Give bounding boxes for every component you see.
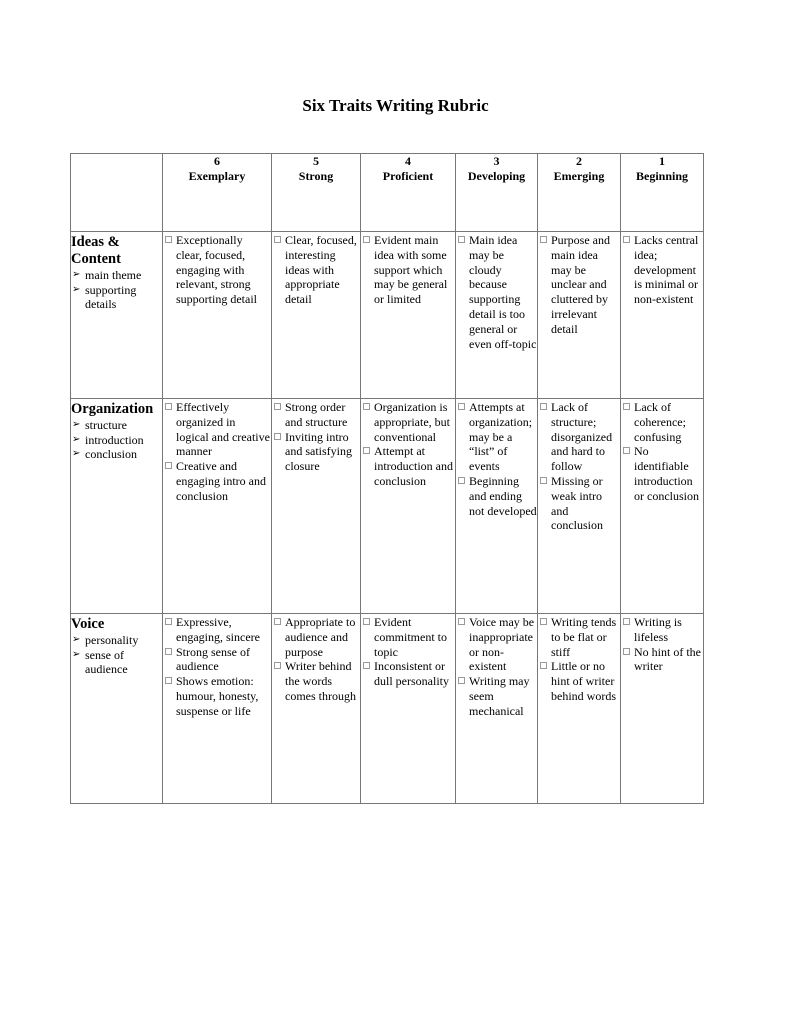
checkbox-icon xyxy=(165,618,172,625)
criteria-item: Writing is lifeless xyxy=(621,615,703,645)
level-number: 6 xyxy=(214,154,220,168)
trait-row-voice xyxy=(71,614,704,804)
rubric-table xyxy=(70,153,704,804)
checkbox-icon xyxy=(458,618,465,625)
criteria-item: Strong order and structure xyxy=(272,400,360,430)
criteria-item: Writing tends to be flat or stiff xyxy=(538,615,620,659)
checkbox-icon xyxy=(623,447,630,454)
criteria-cell xyxy=(361,399,456,614)
criteria-item: Voice may be inappropriate or non-existent xyxy=(456,615,537,674)
criteria-cell xyxy=(538,614,621,804)
criteria-item: Attempts at organization; may be a “list” of events xyxy=(456,400,537,474)
trait-cell xyxy=(71,614,163,804)
checkbox-icon xyxy=(363,236,370,243)
trait-name: Voice xyxy=(71,616,105,632)
criteria-item: Missing or weak intro and conclusion xyxy=(538,474,620,533)
level-number: 2 xyxy=(576,154,582,168)
checkbox-icon xyxy=(458,403,465,410)
checkbox-icon xyxy=(623,236,630,243)
trait-row-ideas xyxy=(71,232,704,399)
checkbox-icon xyxy=(165,236,172,243)
checkbox-icon xyxy=(274,618,281,625)
criteria-item: Organization is appropriate, but conventional xyxy=(361,400,455,444)
criteria-item: Exceptionally clear, focused, engaging with relevant, strong supporting detail xyxy=(163,233,271,307)
criteria-cell xyxy=(163,614,272,804)
criteria-item: Lack of coherence; confusing xyxy=(621,400,703,444)
criteria-item: Lacks central idea; development is minimal or non-existent xyxy=(621,233,703,307)
checkbox-icon xyxy=(165,648,172,655)
trait-sub-item: ➢ main theme xyxy=(72,268,142,282)
level-name: Beginning xyxy=(635,168,689,183)
criteria-item: Strong sense of audience xyxy=(163,645,271,675)
criteria-cell xyxy=(361,232,456,399)
criteria-cell xyxy=(272,399,361,614)
document-title: Six Traits Writing Rubric xyxy=(302,96,489,115)
criteria-item: Inconsistent or dull personality xyxy=(361,659,455,689)
level-number: 3 xyxy=(493,154,500,168)
level-name: Strong xyxy=(298,168,334,183)
checkbox-icon xyxy=(363,403,370,410)
criteria-cell xyxy=(163,399,272,614)
criteria-cell xyxy=(272,614,361,804)
criteria-item: Effectively organized in logical and creative manner xyxy=(163,400,271,459)
trait-name: Ideas & Content xyxy=(71,234,121,267)
checkbox-icon xyxy=(623,618,630,625)
level-number: 5 xyxy=(313,154,319,168)
criteria-cell xyxy=(456,232,538,399)
level-name: Emerging xyxy=(553,168,605,183)
arrow-bullet-icon: ➢ xyxy=(72,269,81,280)
criteria-cell xyxy=(621,232,704,399)
checkbox-icon xyxy=(540,477,547,484)
arrow-bullet-icon: ➢ xyxy=(72,648,81,660)
level-header xyxy=(272,154,361,232)
criteria-item: Lack of structure; disorganized and hard to follow xyxy=(538,400,620,474)
criteria-item: Attempt at introduction and conclusion xyxy=(361,444,455,488)
criteria-cell xyxy=(538,399,621,614)
criteria-item: No hint of the writer xyxy=(621,645,703,675)
trait-cell xyxy=(71,232,163,399)
level-header xyxy=(163,154,272,232)
checkbox-icon xyxy=(540,662,547,669)
criteria-item: Beginning and ending not developed xyxy=(456,474,537,518)
criteria-cell xyxy=(456,614,538,804)
checkbox-icon xyxy=(274,662,281,669)
checkbox-icon xyxy=(165,462,172,469)
checkbox-icon xyxy=(623,648,630,655)
trait-cell xyxy=(71,399,163,614)
criteria-cell xyxy=(456,399,538,614)
checkbox-icon xyxy=(540,403,547,410)
arrow-bullet-icon: ➢ xyxy=(72,433,81,445)
criteria-item: Purpose and main idea may be unclear and cluttered by irrelevant detail xyxy=(538,233,620,337)
checkbox-icon xyxy=(363,662,370,669)
level-header xyxy=(361,154,456,232)
checkbox-icon xyxy=(274,236,281,243)
trait-sub-item: ➢ conclusion xyxy=(72,447,137,461)
criteria-item: Shows emotion: humour, honesty, suspense or life xyxy=(163,674,271,718)
criteria-cell xyxy=(272,232,361,399)
checkbox-icon xyxy=(274,403,281,410)
level-number: 4 xyxy=(405,154,411,168)
checkbox-icon xyxy=(540,236,547,243)
criteria-cell xyxy=(361,614,456,804)
checkbox-icon xyxy=(623,403,630,410)
checkbox-icon xyxy=(363,447,370,454)
trait-sub-item: ➢ personality xyxy=(72,633,139,647)
criteria-item: Expressive, engaging, sincere xyxy=(163,615,271,645)
criteria-item: No identifiable introduction or conclusion xyxy=(621,444,703,503)
level-name: Developing xyxy=(467,168,526,183)
trait-sub-item: ➢ structure xyxy=(72,418,127,432)
checkbox-icon xyxy=(363,618,370,625)
trait-row-organization xyxy=(71,399,704,614)
checkbox-icon xyxy=(458,477,465,484)
level-header xyxy=(538,154,621,232)
checkbox-icon xyxy=(458,236,465,243)
criteria-item: Evident commitment to topic xyxy=(361,615,455,659)
header-row xyxy=(71,154,704,232)
checkbox-icon xyxy=(540,618,547,625)
header-corner-cell xyxy=(71,154,163,232)
criteria-item: Evident main idea with some support which may be general or limited xyxy=(361,233,455,307)
criteria-cell xyxy=(621,399,704,614)
arrow-bullet-icon: ➢ xyxy=(72,448,81,459)
criteria-cell xyxy=(621,614,704,804)
level-name: Exemplary xyxy=(188,168,246,183)
level-header xyxy=(456,154,538,232)
checkbox-icon xyxy=(165,403,172,410)
trait-sub-item: ➢ introduction xyxy=(72,432,144,447)
arrow-bullet-icon: ➢ xyxy=(72,283,81,295)
arrow-bullet-icon: ➢ xyxy=(72,634,81,645)
criteria-item: Little or no hint of writer behind words xyxy=(538,659,620,703)
criteria-item: Writing may seem mechanical xyxy=(456,674,537,718)
criteria-item: Appropriate to audience and purpose xyxy=(272,615,360,659)
criteria-cell xyxy=(538,232,621,399)
criteria-item: Writer behind the words comes through xyxy=(272,659,360,703)
criteria-item: Main idea may be cloudy because supporting detail is too general or even off-topic xyxy=(456,233,537,351)
criteria-item: Inviting intro and satisfying closure xyxy=(272,430,360,474)
trait-sub-item: ➢ supporting details xyxy=(72,282,137,311)
trait-sub-item: ➢ sense of audience xyxy=(72,647,128,676)
criteria-cell xyxy=(163,232,272,399)
trait-name: Organization xyxy=(71,401,154,417)
criteria-item: Creative and engaging intro and conclusion xyxy=(163,459,271,503)
checkbox-icon xyxy=(458,677,465,684)
level-header xyxy=(621,154,704,232)
checkbox-icon xyxy=(274,433,281,440)
checkbox-icon xyxy=(165,677,172,684)
level-number: 1 xyxy=(659,154,665,168)
criteria-item: Clear, focused, interesting ideas with appropriate detail xyxy=(272,233,360,307)
arrow-bullet-icon: ➢ xyxy=(72,419,81,430)
level-name: Proficient xyxy=(382,168,434,183)
